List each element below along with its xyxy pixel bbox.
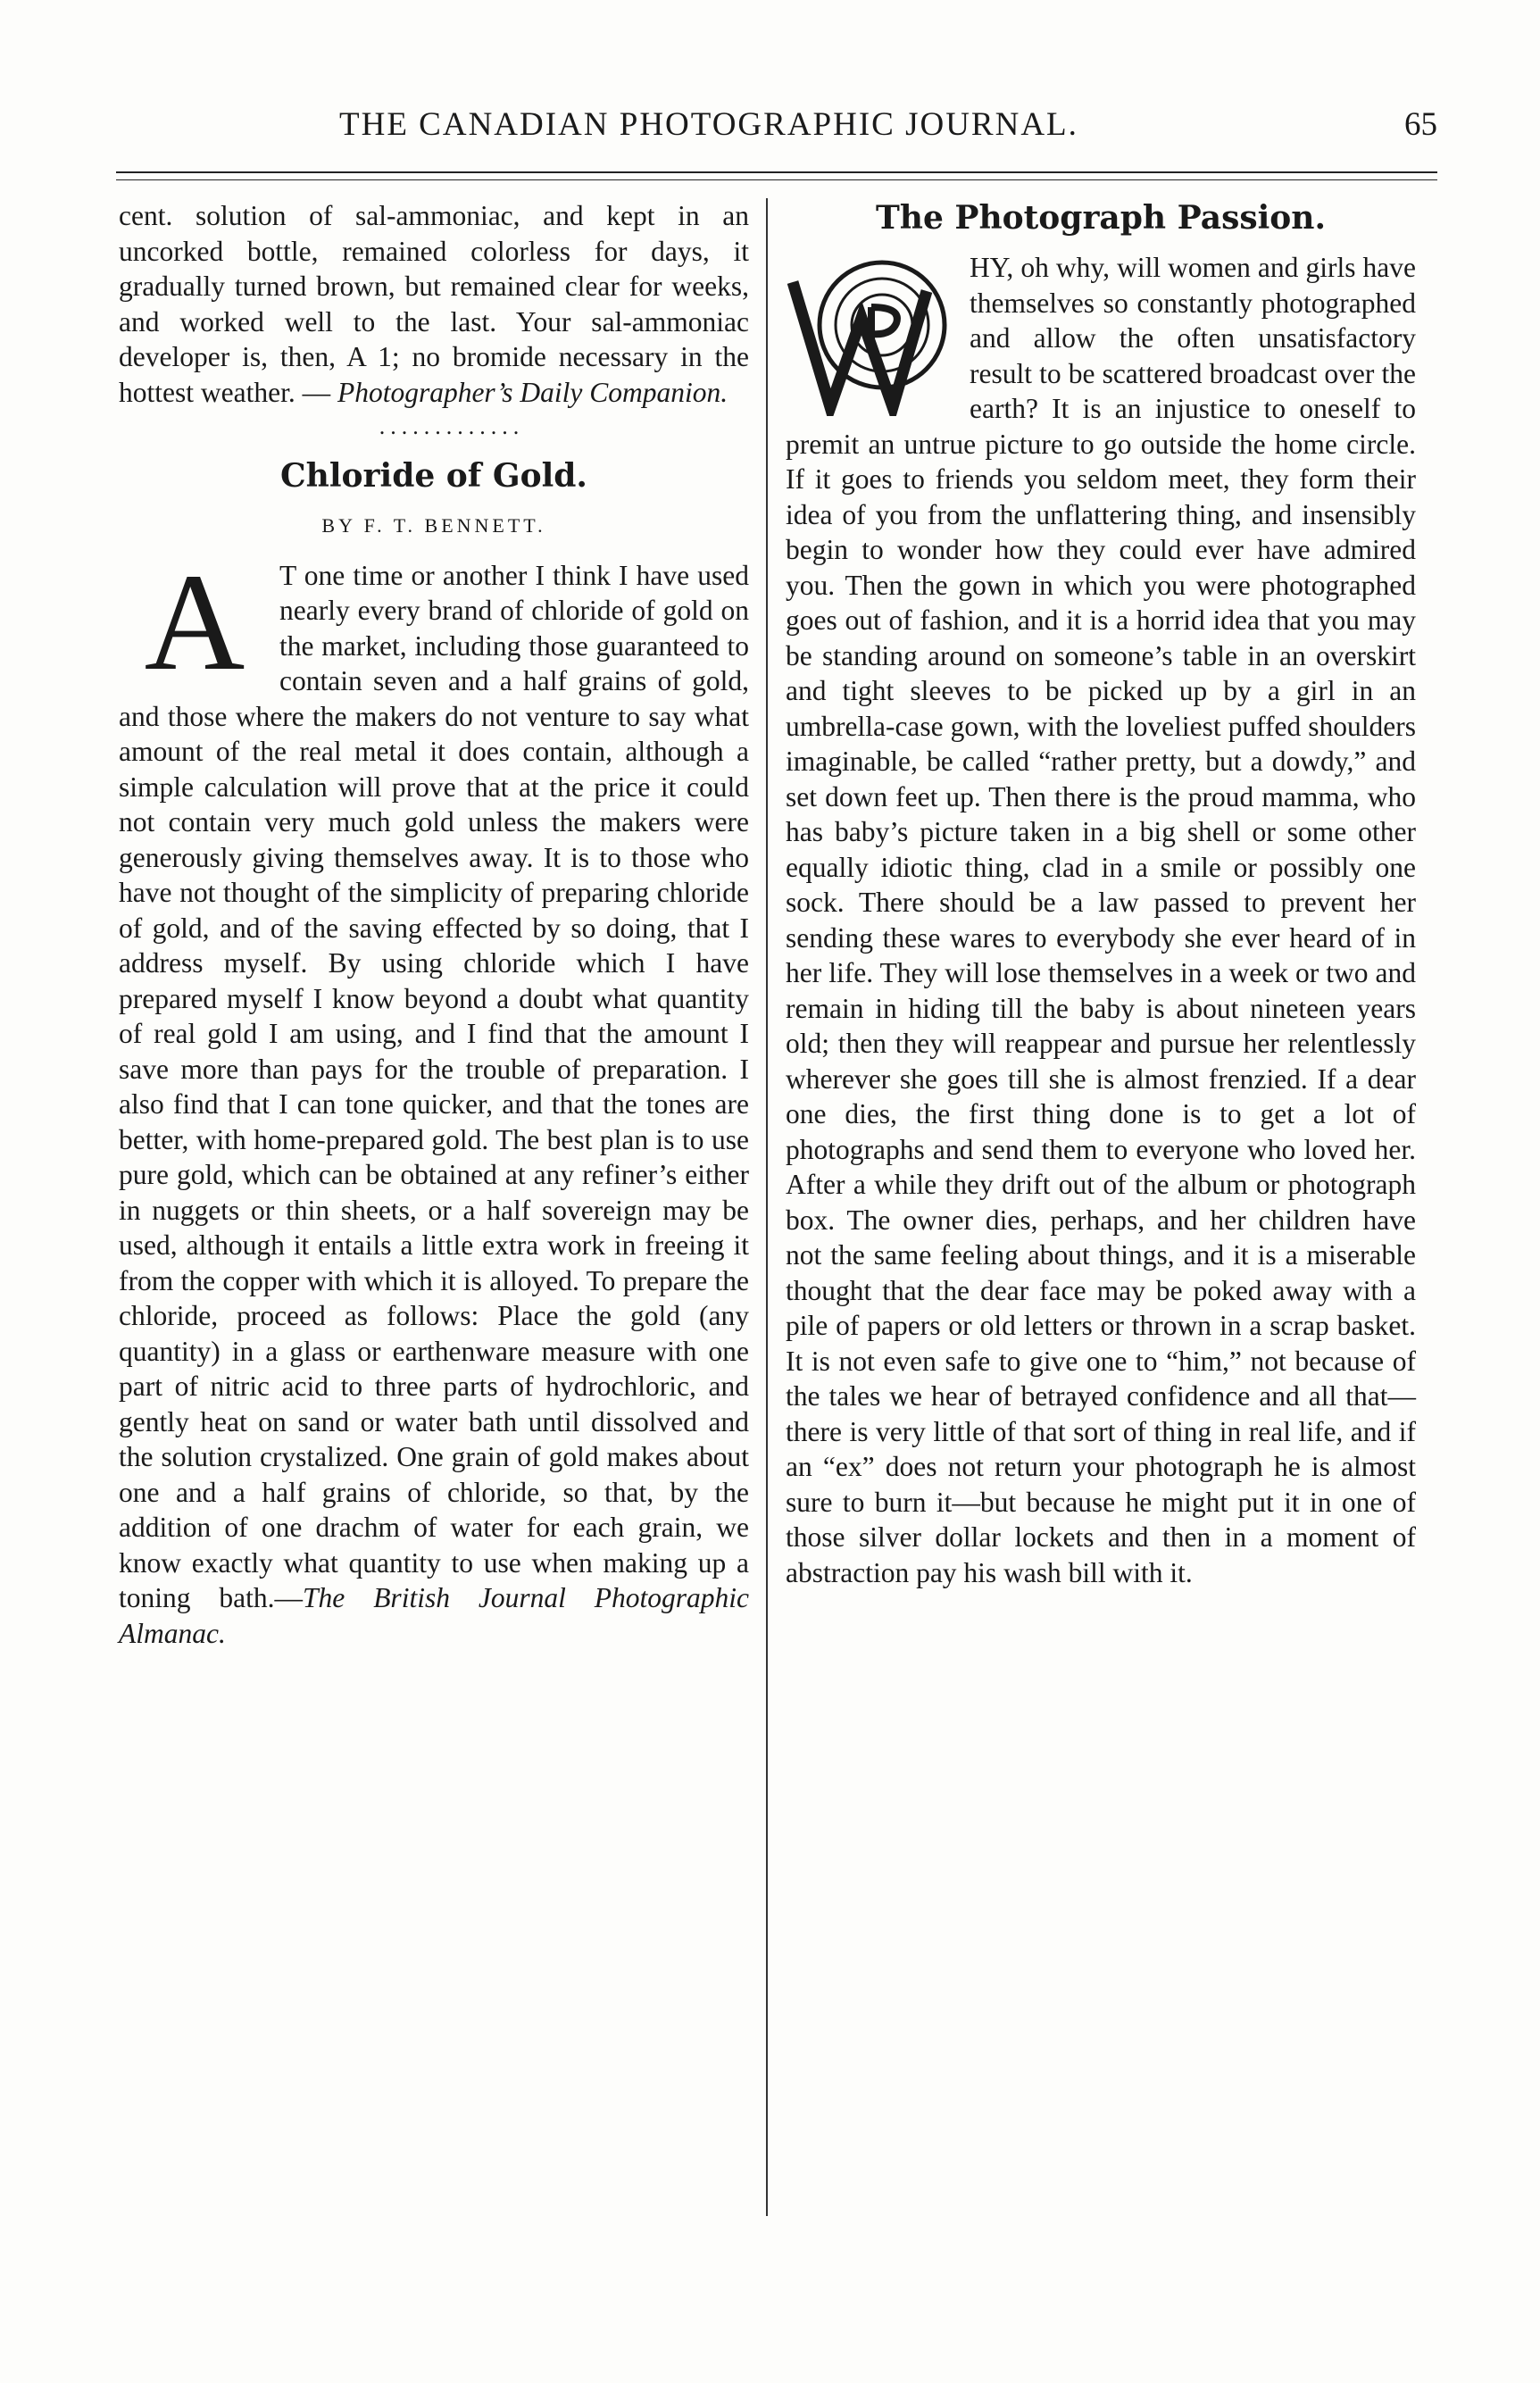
- drop-cap-a: A: [144, 544, 246, 699]
- intro-source: Photographer’s Daily Companion.: [337, 376, 728, 408]
- drop-cap-w: [786, 255, 955, 416]
- intro-paragraph: [119, 198, 749, 410]
- header-rule-top: [116, 171, 1437, 173]
- separator-dots: .............: [379, 413, 525, 439]
- right-column: [786, 198, 1416, 1590]
- header-rule-bottom: [116, 179, 1437, 180]
- left-column: [119, 198, 749, 1651]
- journal-title: THE CANADIAN PHOTOGRAPHIC JOURNAL.: [339, 106, 1078, 143]
- chloride-source: The British Journal Photographic Almanac.: [119, 1582, 749, 1649]
- drop-cap-w-ornament: [786, 255, 955, 416]
- byline: BY F. T. BENNETT.: [321, 514, 546, 537]
- photograph-body-text: HY, oh why, will women and girls have themselves so constantly photographed and allow the often unsatisfactory result to be scattered broadcast over the earth? It is an injustice to oneself to premit an untrue picture to go outside the home circle. If it goes to friends you seldom meet, they form their idea of you from the unflattering thing, and insensibly begin to wonder how they could ever have admired you. Then the gown in which you were photographed goes out of fashion, and it is a horrid idea that you may be standing around on someone’s table in an overskirt and tight sleeves to be picked up by a girl in an umbrella-case gown, with the loveliest puffed shoulders imaginable, be called “rather pretty, but a dowdy,” and set down feet up. Then there is the proud mamma, who has baby’s picture taken in a big shell or some other equally idiotic thing, clad in a smile or possibly one sock. There should be a law passed to prevent her sending these wares to everybody she ever heard of in her life. They will lose themselves in a week or two and remain in hiding till the baby is about nineteen years old; then they will reappear and pursue her relentlessly wherever she goes till she is almost frenzied. If a dear one dies, the first thing done is to get a lot of photographs and send them to everyone who loved her. After a while they drift out of the album or photograph box. The owner dies, perhaps, and her children have not the same feeling about things, and it is a miserable thought that the dear face may be poked away with a pile of papers or old letters or thrown in a scrap basket. It is not even safe to give one to “him,” not because of the tales we hear of betrayed confidence and all that—there is very little of that sort of thing in real life, and if an “ex” does not return your photograph he is almost sure to burn it—but because he might put it in one of those silver dollar lockets and then in a moment of abstraction pay his wash bill with it.: [786, 252, 1416, 1588]
- page-number: 65: [1404, 106, 1437, 143]
- running-header: [116, 105, 1437, 159]
- article-body-chloride: [119, 544, 749, 1652]
- article-title-photograph-passion: The Photograph Passion.: [876, 199, 1326, 237]
- article-body-photograph-passion: [786, 250, 1416, 1590]
- column-divider: [766, 198, 768, 2216]
- article-title-chloride: Chloride of Gold.: [280, 457, 587, 495]
- intro-text: cent. solution of sal-ammoniac, and kept in an uncorked bottle, remained colorless for days, it gradually turned brown, but remained clear for weeks, and worked well to the last. Your sal-ammoniac developer is, then, A 1; no bromide necessary in the hottest weather. —: [119, 200, 749, 408]
- chloride-body-text: T one time or another I think I have used nearly every brand of chloride of gold on the market, including those guaranteed to contain seven and a half grains of gold, and those where the makers do not venture to say what amount of the real metal it does contain, although a simple calculation will prove that at the price it could not contain very much gold unless the makers were generously giving themselves away. It is to those who have not thought of the simplicity of preparing chloride of gold, and of the saving effected by so doing, that I address myself. By using chloride which I have prepared myself I know beyond a doubt what quantity of real gold I am using, and I find that the amount I save more than pays for the trouble of preparation. I also find that I can tone quicker, and that the tones are better, with home-prepared gold. The best plan is to use pure gold, which can be obtained at any refiner’s either in nuggets or thin sheets, or a half sovereign may be used, although it entails a little extra work in freeing it from the copper with which it is alloyed. To prepare the chloride, proceed as follows: Place the gold (any quantity) in a glass or earthenware measure with one part of nitric acid to three parts of hydrochloric, and gently heat on sand or water bath until dissolved and the solution crystalized. One grain of gold makes about one and a half grains of chloride, so that, by the addition of one drachm of water for each grain, we know exactly what quantity to use when making up a toning bath.—: [119, 559, 749, 1613]
